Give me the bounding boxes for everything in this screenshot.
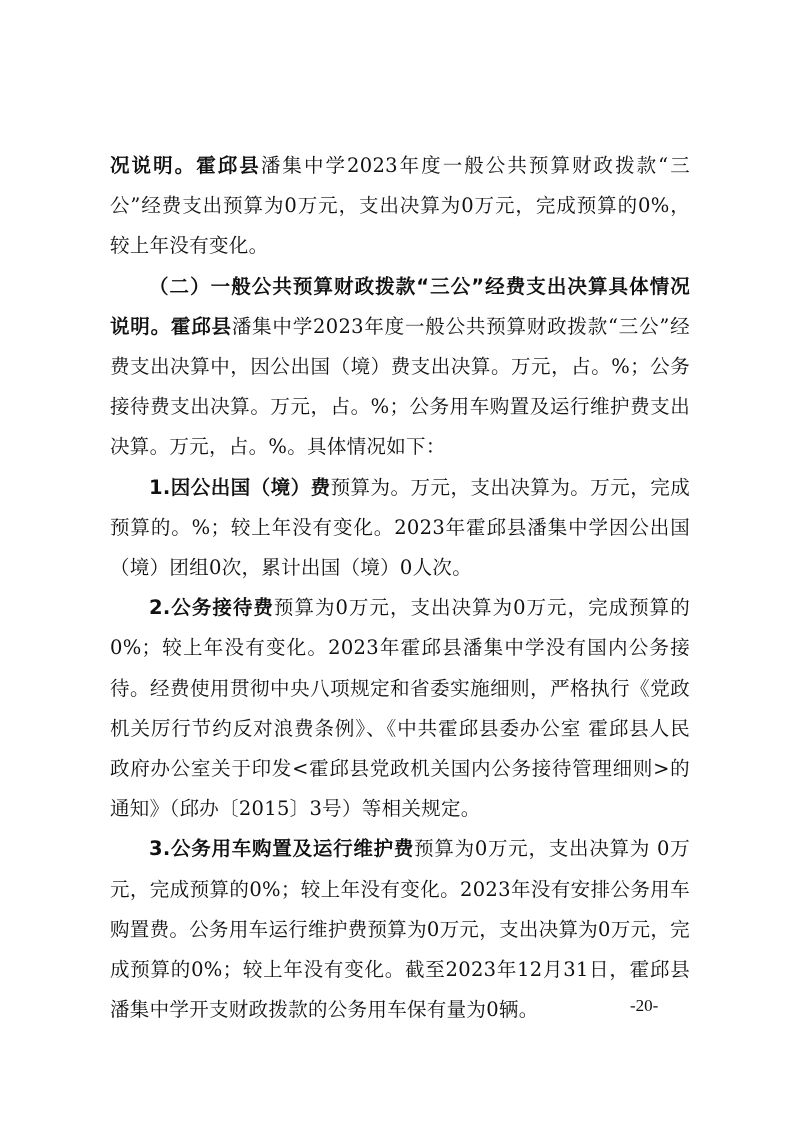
paragraph-sangong-budget-summary: [110, 146, 690, 267]
paragraph-sangong-final-details: [110, 267, 690, 468]
paragraph-official-reception: [110, 588, 690, 829]
section-heading: （二）一般公共预算财政拨款“三公”经费支出决算具体情况说明。霍邱县: [110, 274, 690, 338]
item-heading: 3.公务用车购置及运行维护费: [149, 837, 415, 861]
paragraph-overseas-travel: [110, 468, 690, 589]
paragraph-text: 预算为0万元，支出决算为 0万元，完成预算的0%；较上年没有变化。2023年没有安排公务用车购置费。公务用车运行维护费预算为0万元，支出决算为0万元，完成预算的0%；较上年没有变化。截至2023年12月31日，霍邱县潘集中学开支财政拨款的公务用车保有量为0辆。: [110, 837, 690, 1022]
paragraph-text: 预算为。万元，支出决算为。万元，完成预算的。%；较上年没有变化。2023年霍邱县潘集中学因公出国（境）团组0次，累计出国（境）0人次。: [110, 475, 690, 580]
document-body: [110, 146, 690, 1030]
paragraph-text: 预算为0万元，支出决算为0万元，完成预算的0%；较上年没有变化。2023年霍邱县潘集中学没有国内公务接待。经费使用贯彻中央八项规定和省委实施细则，严格执行《党政机关厉行节约反对浪费条例》、《中共霍邱县委办公室 霍邱县人民政府办公室关于印发<霍邱县党政机关国内公务接待管理细则>的通知》（邱办〔2015〕3号）等相关规定。: [110, 596, 690, 821]
paragraph-bold-lead: 况说明。霍邱县: [110, 154, 261, 177]
item-heading: 1.因公出国（境）费: [149, 475, 331, 499]
page-number: -20-: [630, 996, 659, 1015]
paragraph-text: 潘集中学2023年度一般公共预算财政拨款“三公”经费支出预算为0万元，支出决算为0万元，完成预算的0%，较上年没有变化。: [110, 154, 690, 258]
paragraph-text: 潘集中学2023年度一般公共预算财政拨款“三公”经费支出决算中，因公出国（境）费支出决算。万元，占。%；公务接待费支出决算。万元，占。%；公务用车购置及运行维护费支出决算。万元，占。%。具体情况如下：: [110, 314, 690, 459]
item-heading: 2.公务接待费: [149, 596, 274, 620]
paragraph-official-vehicles: [110, 829, 690, 1030]
